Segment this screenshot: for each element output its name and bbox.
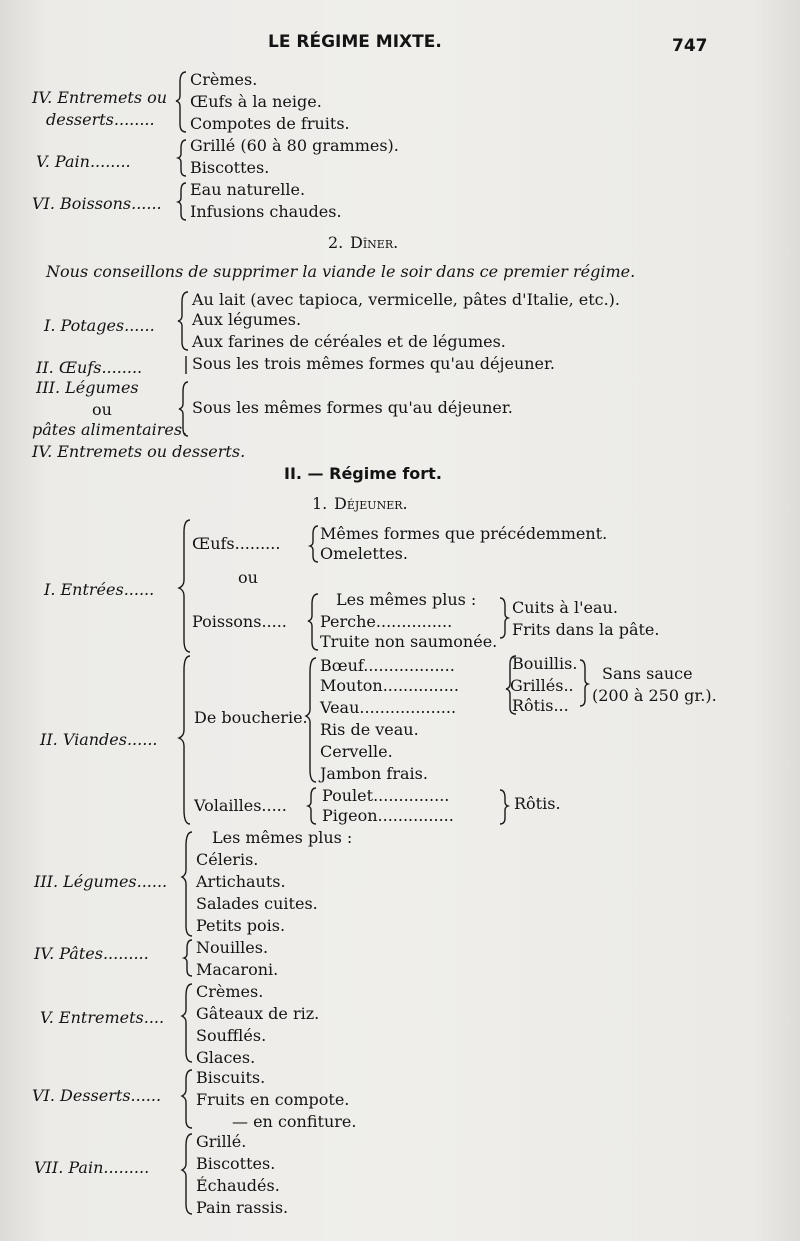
desserts-label: VI. Desserts...... xyxy=(32,1086,162,1105)
list-item: Biscottes. xyxy=(190,158,270,177)
oeufs-sub-label: Œufs......... xyxy=(192,534,281,553)
oeufs-text: Sous les trois mêmes formes qu'au déjeuner. xyxy=(192,354,555,373)
prep-item: Frits dans la pâte. xyxy=(512,620,660,639)
list-item: Biscottes. xyxy=(196,1154,276,1173)
brace xyxy=(182,832,192,936)
legumes-label-ou: ou xyxy=(92,400,112,419)
poissons-sub-label: Poissons..... xyxy=(192,612,287,631)
list-item: Perche............... xyxy=(320,612,453,631)
section-v-label: V. Pain........ xyxy=(36,152,131,171)
brace xyxy=(182,1134,192,1214)
list-item: Biscuits. xyxy=(196,1068,266,1087)
brace xyxy=(308,594,318,650)
legumes-label: III. Légumes xyxy=(36,378,139,397)
prep-item: Cuits à l'eau. xyxy=(512,598,618,617)
list-item: Grillé (60 à 80 grammes). xyxy=(190,136,399,155)
list-item: Crèmes. xyxy=(190,70,258,89)
list-item: Crèmes. xyxy=(196,982,264,1001)
list-item: Omelettes. xyxy=(320,544,408,563)
section-iv-label-cont: desserts........ xyxy=(46,110,155,129)
entremets-label: IV. Entremets ou desserts. xyxy=(32,442,246,461)
list-item: Fruits en compote. xyxy=(196,1090,350,1109)
list-item: Échaudés. xyxy=(196,1176,280,1195)
brace xyxy=(500,598,508,638)
dejeuner-heading-number: 1. xyxy=(312,494,328,513)
list-item: — en confiture. xyxy=(232,1112,357,1131)
pates-label: IV. Pâtes......... xyxy=(34,944,149,963)
list-item: Mêmes formes que précédemment. xyxy=(320,524,608,543)
diner-heading-number: 2. xyxy=(328,233,344,252)
brace xyxy=(179,520,190,652)
running-title: LE RÉGIME MIXTE. xyxy=(268,32,442,52)
list-item: Œufs à la neige. xyxy=(190,92,322,111)
pain-label: VII. Pain......... xyxy=(34,1158,150,1177)
ou-separator: ou xyxy=(238,568,258,587)
list-item: Glaces. xyxy=(196,1048,256,1067)
section-vi-label: VI. Boissons...... xyxy=(32,194,162,213)
oeufs-label: II. Œufs........ xyxy=(36,358,143,377)
sauce-note-amount: (200 à 250 gr.). xyxy=(592,686,717,705)
list-item: Gâteaux de riz. xyxy=(196,1004,320,1023)
brace xyxy=(580,660,588,706)
entremets-fort-label: V. Entremets.... xyxy=(40,1008,165,1027)
list-item: Pain rassis. xyxy=(196,1198,289,1217)
list-item: Pigeon............... xyxy=(322,806,454,825)
prep-item: Bouillis. xyxy=(512,654,578,673)
list-item: Jambon frais. xyxy=(320,764,428,783)
brace xyxy=(176,72,186,132)
list-item: Macaroni. xyxy=(196,960,279,979)
brace xyxy=(184,940,192,976)
list-item: Eau naturelle. xyxy=(190,180,306,199)
prep-item: Rôtis... xyxy=(512,696,569,715)
list-item: Petits pois. xyxy=(196,916,286,935)
page-number: 747 xyxy=(672,36,708,56)
list-item: Artichauts. xyxy=(196,872,286,891)
list-item: Poulet............... xyxy=(322,786,450,805)
brace xyxy=(179,656,190,824)
brace xyxy=(178,292,188,350)
list-item: Nouilles. xyxy=(196,938,269,957)
list-item: Aux légumes. xyxy=(192,310,302,329)
list-item: Veau................... xyxy=(320,698,457,717)
brace xyxy=(182,1070,192,1128)
entrees-label: I. Entrées...... xyxy=(44,580,155,599)
diner-note: Nous conseillons de supprimer la viande le soir dans ce premier régime. xyxy=(46,262,636,281)
prep-item: Rôtis. xyxy=(514,794,561,813)
brace xyxy=(308,788,316,824)
list-item: Compotes de fruits. xyxy=(190,114,350,133)
list-item: Mouton............... xyxy=(320,676,459,695)
sauce-note: Sans sauce xyxy=(602,664,693,683)
volailles-label: Volailles..... xyxy=(194,796,287,815)
list-item: Céleris. xyxy=(196,850,259,869)
list-item: Cervelle. xyxy=(320,742,393,761)
diner-heading: Dîner. xyxy=(350,233,399,252)
legumes-text: Sous les mêmes formes qu'au déjeuner. xyxy=(192,398,513,417)
section-iv-label: IV. Entremets ou xyxy=(32,88,168,107)
list-item: Bœuf.................. xyxy=(320,656,455,675)
list-item: Aux farines de céréales et de légumes. xyxy=(192,332,506,351)
list-item: Infusions chaudes. xyxy=(190,202,342,221)
brace xyxy=(182,984,192,1062)
list-item: Les mêmes plus : xyxy=(212,828,353,847)
brace xyxy=(310,526,318,562)
potages-label: I. Potages...... xyxy=(44,316,155,335)
legumes-label-pates: pâtes alimentaires. xyxy=(32,420,188,439)
list-item: Salades cuites. xyxy=(196,894,318,913)
section-title: II. — Régime fort. xyxy=(284,464,442,483)
list-item: Truite non saumonée. xyxy=(320,632,498,651)
poissons-intro: Les mêmes plus : xyxy=(336,590,477,609)
boucherie-label: De boucherie. xyxy=(194,708,308,727)
list-item: Ris de veau. xyxy=(320,720,419,739)
dejeuner-heading: Déjeuner. xyxy=(334,494,408,513)
list-item: Grillé. xyxy=(196,1132,247,1151)
viandes-label: II. Viandes...... xyxy=(40,730,158,749)
list-item: Au lait (avec tapioca, vermicelle, pâtes d'Italie, etc.). xyxy=(192,290,621,309)
brace xyxy=(178,140,186,176)
brace xyxy=(500,790,508,824)
list-item: Soufflés. xyxy=(196,1026,267,1045)
legumes-fort-label: III. Légumes...... xyxy=(34,872,168,891)
brace xyxy=(178,183,186,220)
prep-item: Grillés.. xyxy=(510,676,574,695)
